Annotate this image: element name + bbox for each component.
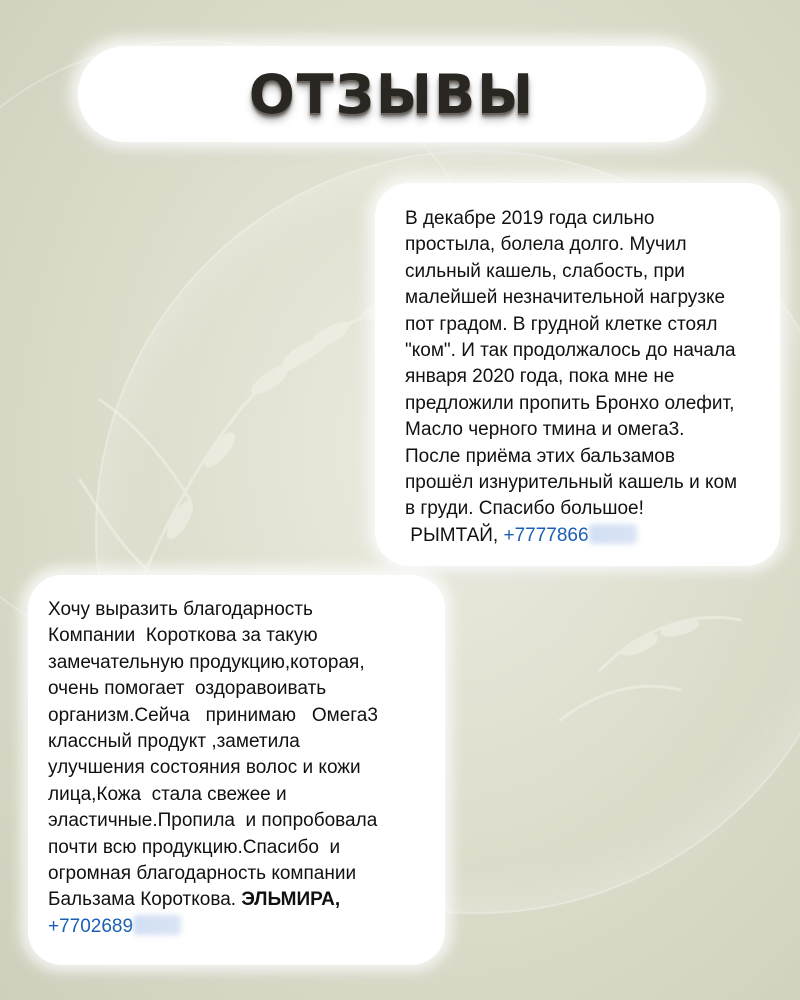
review-2-author: ЭЛЬМИРА, — [241, 889, 341, 911]
review-card-2 — [28, 575, 445, 965]
review-2-phone: +7702689 — [48, 915, 134, 937]
review-2-line: очень помогает оздоравоивать — [48, 678, 327, 700]
title-banner — [78, 46, 706, 142]
review-1-author: РЫМТАЙ, — [405, 524, 499, 546]
review-2-line: организм.Сейча принимаю Омега3 — [48, 704, 378, 726]
review-2-line: огромная благодарность компании — [48, 863, 357, 885]
review-2-line: улучшения состояния волос и кожи — [48, 757, 361, 779]
review-1-line: предложили пропить Бронхо олефит, — [405, 392, 735, 414]
review-2-line: Хочу выразить благодарность — [48, 599, 313, 620]
review-1-line: Масло черного тмина и омега3. — [405, 419, 685, 441]
blurred-digits — [133, 915, 181, 935]
review-1-line: После приёма этих бальзамов — [405, 445, 675, 467]
review-1-line: января 2020 года, пока мне не — [405, 366, 675, 388]
review-2-line: классный продукт ,заметила — [48, 731, 300, 753]
review-card-1 — [375, 183, 780, 566]
review-1-line: малейшей незначительной нагрузке — [405, 287, 726, 309]
review-1-line: В декабре 2019 года сильно — [405, 208, 655, 229]
page-title: ОТЗЫВЫ — [248, 62, 536, 126]
review-1-line: в груди. Спасибо большое! — [405, 498, 644, 520]
review-1-signature — [405, 523, 770, 549]
review-1-phone: +7777866 — [503, 524, 589, 546]
review-1-line: "ком". И так продолжалось до начала — [405, 340, 736, 362]
review-2-line: лица,Кожа стала свежее и — [48, 783, 287, 805]
review-2-line: Компании Короткова за такую — [48, 625, 318, 647]
review-2-last-text: Бальзама Короткова. — [48, 889, 242, 911]
review-2-line: почти всю продукцию.Спасибо и — [48, 836, 341, 858]
review-1-line: сильный кашель, слабость, при — [405, 260, 685, 282]
review-2-phone-line — [48, 914, 439, 940]
review-2-signature-line — [48, 887, 439, 913]
review-2-line: эластичные.Пропила и попробовала — [48, 810, 378, 832]
review-1-line: прошёл изнурительный кашель и ком — [405, 472, 738, 494]
review-1-line: простыла, болела долго. Мучил — [405, 234, 687, 256]
blurred-digits — [589, 524, 637, 544]
review-1-line: пот градом. В грудной клетке стоял — [405, 313, 718, 335]
review-2-line: замечательную продукцию,которая, — [48, 651, 365, 673]
